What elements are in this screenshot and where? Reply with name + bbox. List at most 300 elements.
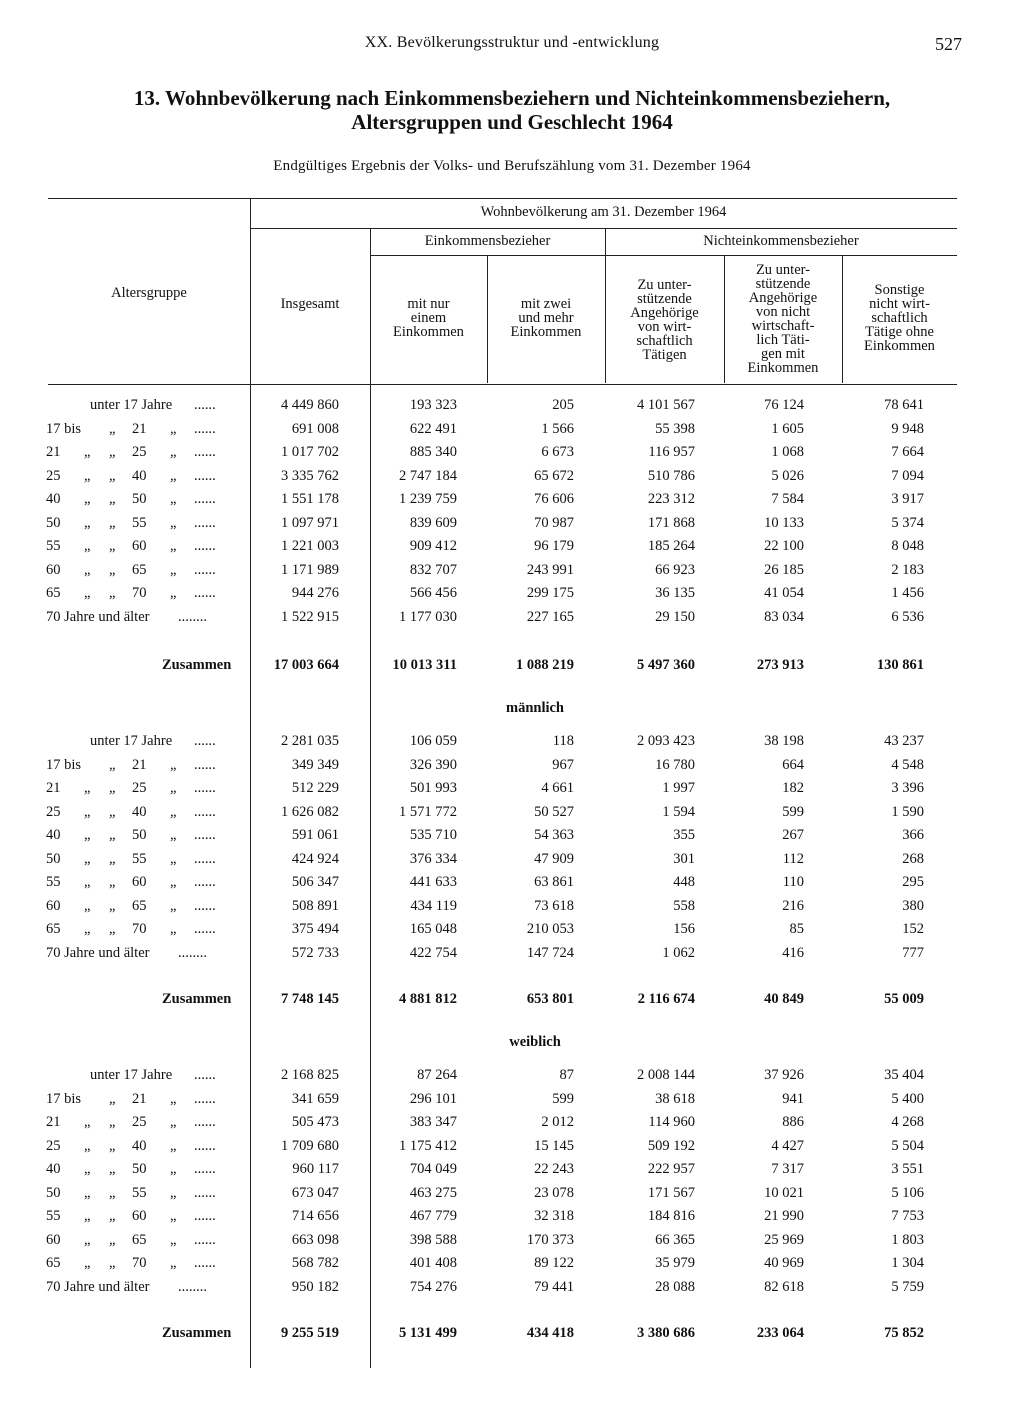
cell-col-6: 5 374 <box>891 515 924 531</box>
cell-col-4: 36 135 <box>655 585 695 601</box>
cell-col-5: 110 <box>782 874 804 890</box>
age-to: 40 <box>132 468 147 484</box>
cell-col-2: 422 754 <box>409 945 457 961</box>
table-row <box>44 945 928 968</box>
cell-col-2: 2 747 184 <box>399 468 457 484</box>
cell-col-2: 398 588 <box>409 1232 457 1248</box>
cell-col-2: 1 177 030 <box>399 609 457 625</box>
cell-col-2: 326 390 <box>409 757 457 773</box>
header-dep-nonworkers-l5: wirtschaft- <box>751 318 815 334</box>
cell-col-6: 75 852 <box>884 1325 924 1341</box>
cell-col-3: 32 318 <box>534 1208 574 1224</box>
cell-col-6: 1 456 <box>891 585 924 601</box>
cell-col-6: 5 106 <box>891 1185 924 1201</box>
age-from: 55 <box>46 1208 61 1224</box>
cell-col-4: 558 <box>673 898 695 914</box>
cell-col-5: 5 026 <box>771 468 804 484</box>
cell-col-1: 3 335 762 <box>281 468 339 484</box>
cell-col-5: 941 <box>782 1091 804 1107</box>
cell-col-1: 341 659 <box>291 1091 339 1107</box>
ditto-mark: „ <box>84 1255 91 1271</box>
leader-dots: ...... <box>194 538 216 554</box>
cell-col-4: 2 008 144 <box>637 1067 695 1083</box>
cell-col-2: 383 347 <box>409 1114 457 1130</box>
leader-dots: ........ <box>178 945 207 961</box>
cell-col-6: 268 <box>902 851 924 867</box>
header-insgesamt: Insgesamt <box>280 296 340 312</box>
table-row <box>44 1232 928 1255</box>
cell-col-4: 301 <box>673 851 695 867</box>
ditto-mark: „ <box>109 1114 116 1130</box>
leader-dots: ...... <box>194 1067 216 1083</box>
cell-col-5: 25 969 <box>764 1232 804 1248</box>
leader-dots: ...... <box>194 804 216 820</box>
ditto-mark: „ <box>170 444 177 460</box>
section-heading-maennlich: männlich <box>505 700 564 716</box>
cell-col-1: 375 494 <box>291 921 339 937</box>
cell-col-2: 4 881 812 <box>399 991 457 1007</box>
cell-col-4: 38 618 <box>655 1091 695 1107</box>
age-to: 25 <box>132 444 147 460</box>
cell-col-3: 89 122 <box>534 1255 574 1271</box>
cell-col-5: 416 <box>782 945 804 961</box>
age-text: 70 Jahre und älter <box>46 1279 150 1295</box>
header-two-income-l2: und mehr <box>518 310 574 326</box>
cell-col-2: 1 175 412 <box>399 1138 457 1154</box>
age-to: 40 <box>132 804 147 820</box>
header-dep-nonworkers-l2: stützende <box>755 276 811 292</box>
cell-col-5: 886 <box>782 1114 804 1130</box>
leader-dots: ...... <box>194 1185 216 1201</box>
cell-col-3: 54 363 <box>534 827 574 843</box>
cell-col-6: 295 <box>902 874 924 890</box>
ditto-mark: „ <box>109 874 116 890</box>
cell-col-3: 147 724 <box>526 945 574 961</box>
ditto-mark: „ <box>170 921 177 937</box>
leader-dots: ...... <box>194 827 216 843</box>
age-from: 21 <box>46 444 61 460</box>
cell-col-4: 448 <box>673 874 695 890</box>
age-to: 70 <box>132 1255 147 1271</box>
cell-col-3: 227 165 <box>526 609 574 625</box>
ditto-mark: „ <box>170 1185 177 1201</box>
age-from: 17 bis <box>46 1091 82 1107</box>
cell-col-2: 704 049 <box>409 1161 457 1177</box>
cell-col-4: 1 062 <box>662 945 695 961</box>
cell-col-1: 4 449 860 <box>281 397 339 413</box>
cell-col-3: 243 991 <box>526 562 574 578</box>
ditto-mark: „ <box>109 491 116 507</box>
age-to: 21 <box>132 1091 147 1107</box>
header-wohnbevoelkerung: Wohnbevölkerung am 31. Dezember 1964 <box>480 204 727 220</box>
age-from: 55 <box>46 538 61 554</box>
ditto-mark: „ <box>170 421 177 437</box>
ditto-mark: „ <box>170 1208 177 1224</box>
cell-col-2: 1 571 772 <box>399 804 457 820</box>
table-row <box>44 515 928 538</box>
table-row <box>44 1138 928 1161</box>
table-row <box>44 585 928 608</box>
cell-col-2: 909 412 <box>409 538 457 554</box>
cell-col-6: 5 504 <box>891 1138 924 1154</box>
ditto-mark: „ <box>109 827 116 843</box>
age-text: 70 Jahre und älter <box>46 945 150 961</box>
ditto-mark: „ <box>84 804 91 820</box>
cell-col-6: 5 759 <box>891 1279 924 1295</box>
age-from: 60 <box>46 1232 61 1248</box>
table-row <box>44 851 928 874</box>
section-heading-weiblich: weiblich <box>509 1034 561 1050</box>
cell-col-1: 673 047 <box>291 1185 339 1201</box>
cell-col-3: 299 175 <box>526 585 574 601</box>
age-from: 60 <box>46 562 61 578</box>
ditto-mark: „ <box>170 585 177 601</box>
leader-dots: ...... <box>194 468 216 484</box>
cell-col-3: 1 566 <box>541 421 574 437</box>
cell-col-3: 210 053 <box>526 921 574 937</box>
cell-col-5: 40 849 <box>764 991 804 1007</box>
ditto-mark: „ <box>84 1114 91 1130</box>
cell-col-2: 434 119 <box>410 898 457 914</box>
cell-col-6: 43 237 <box>884 733 924 749</box>
cell-col-1: 505 473 <box>291 1114 339 1130</box>
cell-col-6: 777 <box>902 945 924 961</box>
leader-dots: ...... <box>194 921 216 937</box>
cell-col-5: 37 926 <box>764 1067 804 1083</box>
ditto-mark: „ <box>170 538 177 554</box>
table-row <box>44 921 928 944</box>
cell-col-1: 568 782 <box>291 1255 339 1271</box>
header-dep-nonworkers-l6: lich Täti- <box>756 332 810 348</box>
leader-dots: ...... <box>194 851 216 867</box>
cell-col-3: 6 673 <box>541 444 574 460</box>
cell-col-5: 26 185 <box>764 562 804 578</box>
header-dep-workers-l4: von wirt- <box>637 319 692 335</box>
ditto-mark: „ <box>170 562 177 578</box>
table-row <box>44 898 928 921</box>
cell-col-6: 4 268 <box>891 1114 924 1130</box>
age-from: 21 <box>46 780 61 796</box>
table-row <box>44 1279 928 1302</box>
cell-col-5: 76 124 <box>764 397 804 413</box>
cell-col-6: 7 753 <box>891 1208 924 1224</box>
leader-dots: ...... <box>194 491 216 507</box>
age-from: 65 <box>46 585 61 601</box>
table-row <box>44 562 928 585</box>
spanner-rule-2 <box>370 255 957 256</box>
cell-col-5: 7 317 <box>771 1161 804 1177</box>
cell-col-2: 501 993 <box>409 780 457 796</box>
cell-col-6: 5 400 <box>891 1091 924 1107</box>
cell-col-6: 1 590 <box>891 804 924 820</box>
age-from: 17 bis <box>46 757 82 773</box>
cell-col-5: 83 034 <box>764 609 804 625</box>
cell-col-1: 9 255 519 <box>281 1325 339 1341</box>
ditto-mark: „ <box>84 851 91 867</box>
ditto-mark: „ <box>109 780 116 796</box>
age-from: 25 <box>46 468 61 484</box>
cell-col-4: 223 312 <box>647 491 695 507</box>
cell-col-4: 2 116 674 <box>637 991 695 1007</box>
leader-dots: ........ <box>178 609 207 625</box>
age-to: 40 <box>132 1138 147 1154</box>
cell-col-1: 663 098 <box>291 1232 339 1248</box>
table-row <box>44 804 928 827</box>
age-to: 70 <box>132 921 147 937</box>
ditto-mark: „ <box>109 851 116 867</box>
cell-col-6: 3 917 <box>891 491 924 507</box>
ditto-mark: „ <box>109 1232 116 1248</box>
table-row <box>44 397 928 420</box>
cell-col-2: 376 334 <box>409 851 457 867</box>
ditto-mark: „ <box>109 1138 116 1154</box>
ditto-mark: „ <box>84 538 91 554</box>
ditto-mark: „ <box>109 804 116 820</box>
age-from: 55 <box>46 874 61 890</box>
age-text: 70 Jahre und älter <box>46 609 150 625</box>
cell-col-1: 572 733 <box>291 945 339 961</box>
cell-col-1: 1 551 178 <box>281 491 339 507</box>
header-dep-workers-l2: stützende <box>637 291 692 307</box>
cell-col-6: 1 304 <box>891 1255 924 1271</box>
ditto-mark: „ <box>109 585 116 601</box>
cell-col-3: 170 373 <box>526 1232 574 1248</box>
cell-col-6: 78 641 <box>884 397 924 413</box>
age-from: 65 <box>46 1255 61 1271</box>
cell-col-6: 2 183 <box>891 562 924 578</box>
age-to: 25 <box>132 1114 147 1130</box>
cell-col-1: 512 229 <box>291 780 339 796</box>
cell-col-1: 1 017 702 <box>281 444 339 460</box>
cell-col-4: 1 594 <box>662 804 695 820</box>
cell-col-4: 16 780 <box>655 757 695 773</box>
age-to: 50 <box>132 827 147 843</box>
cell-col-2: 754 276 <box>409 1279 457 1295</box>
header-dep-workers-l3: Angehörige <box>630 305 699 321</box>
cell-col-6: 6 536 <box>891 609 924 625</box>
cell-col-5: 664 <box>782 757 804 773</box>
age-to: 25 <box>132 780 147 796</box>
cell-col-4: 510 786 <box>647 468 695 484</box>
header-nichteinkommensbezieher: Nichteinkommensbezieher <box>703 233 859 249</box>
cell-col-6: 380 <box>902 898 924 914</box>
cell-col-1: 950 182 <box>291 1279 339 1295</box>
age-from: 50 <box>46 851 61 867</box>
age-to: 50 <box>132 1161 147 1177</box>
cell-col-6: 4 548 <box>891 757 924 773</box>
cell-col-3: 205 <box>552 397 574 413</box>
table-row <box>44 757 928 780</box>
ditto-mark: „ <box>170 1091 177 1107</box>
table-row <box>44 827 928 850</box>
age-to: 21 <box>132 421 147 437</box>
cell-col-6: 152 <box>902 921 924 937</box>
ditto-mark: „ <box>170 1232 177 1248</box>
cell-col-1: 1 709 680 <box>281 1138 339 1154</box>
table-row <box>44 1208 928 1231</box>
cell-col-2: 1 239 759 <box>399 491 457 507</box>
ditto-mark: „ <box>84 921 91 937</box>
cell-col-1: 1 626 082 <box>281 804 339 820</box>
table-top-rule <box>48 198 957 199</box>
age-text: unter 17 Jahre <box>90 1067 173 1083</box>
leader-dots: ...... <box>194 1091 216 1107</box>
ditto-mark: „ <box>170 1161 177 1177</box>
leader-dots: ...... <box>194 562 216 578</box>
cell-col-4: 3 380 686 <box>637 1325 695 1341</box>
cell-col-5: 21 990 <box>764 1208 804 1224</box>
table-row <box>44 1114 928 1137</box>
cell-col-5: 22 100 <box>764 538 804 554</box>
ditto-mark: „ <box>84 1185 91 1201</box>
age-to: 60 <box>132 874 147 890</box>
header-einkommensbezieher: Einkommensbezieher <box>424 233 551 249</box>
age-to: 60 <box>132 538 147 554</box>
age-from: 21 <box>46 1114 61 1130</box>
age-to: 21 <box>132 757 147 773</box>
cell-col-5: 599 <box>782 804 804 820</box>
leader-dots: ...... <box>194 585 216 601</box>
cell-col-4: 156 <box>673 921 695 937</box>
cell-col-6: 35 404 <box>884 1067 924 1083</box>
cell-col-2: 296 101 <box>409 1091 457 1107</box>
cell-col-4: 185 264 <box>647 538 695 554</box>
cell-col-2: 467 779 <box>409 1208 457 1224</box>
leader-dots: ...... <box>194 421 216 437</box>
leader-dots: ...... <box>194 757 216 773</box>
header-two-income-l1: mit zwei <box>520 296 572 312</box>
cell-col-3: 73 618 <box>534 898 574 914</box>
ditto-mark: „ <box>84 874 91 890</box>
age-from: 40 <box>46 491 61 507</box>
ditto-mark: „ <box>109 515 116 531</box>
page-number: 527 <box>935 34 962 54</box>
cell-col-6: 366 <box>902 827 924 843</box>
cell-col-5: 82 618 <box>764 1279 804 1295</box>
table-title-line-1: 13. Wohnbevölkerung nach Einkommensbeziehern und Nichteinkommensbeziehern, <box>133 86 891 110</box>
header-one-income <box>370 297 487 339</box>
header-dep-workers-l5: schaftlich <box>636 333 693 349</box>
table-row <box>44 491 928 514</box>
leader-dots: ...... <box>194 1232 216 1248</box>
cell-col-6: 130 861 <box>876 657 924 673</box>
cell-col-4: 114 960 <box>648 1114 695 1130</box>
cell-col-3: 76 606 <box>534 491 574 507</box>
cell-col-1: 944 276 <box>291 585 339 601</box>
leader-dots: ...... <box>194 780 216 796</box>
running-head: XX. Bevölkerungsstruktur und -entwicklung <box>364 34 660 51</box>
cell-col-1: 691 008 <box>291 421 339 437</box>
age-to: 55 <box>132 515 147 531</box>
table-row <box>44 1185 928 1208</box>
cell-col-4: 171 868 <box>647 515 695 531</box>
cell-col-3: 653 801 <box>526 991 574 1007</box>
header-dep-workers-l6: Tätigen <box>642 347 687 363</box>
cell-col-5: 1 605 <box>771 421 804 437</box>
age-to: 65 <box>132 562 147 578</box>
cell-col-4: 29 150 <box>655 609 695 625</box>
cell-col-5: 7 584 <box>771 491 804 507</box>
header-dep-nonworkers-l7: gen mit <box>761 346 805 362</box>
cell-col-4: 66 365 <box>655 1232 695 1248</box>
spanner-rule-1 <box>250 228 957 229</box>
total-text: Zusammen <box>162 1325 232 1341</box>
age-from: 50 <box>46 1185 61 1201</box>
cell-col-4: 222 957 <box>647 1161 695 1177</box>
age-from: 65 <box>46 921 61 937</box>
cell-col-5: 182 <box>782 780 804 796</box>
cell-col-5: 233 064 <box>756 1325 804 1341</box>
cell-col-6: 3 396 <box>891 780 924 796</box>
age-from: 25 <box>46 1138 61 1154</box>
ditto-mark: „ <box>170 515 177 531</box>
cell-col-4: 509 192 <box>647 1138 695 1154</box>
cell-col-1: 1 097 971 <box>281 515 339 531</box>
cell-col-6: 1 803 <box>891 1232 924 1248</box>
cell-col-3: 65 672 <box>534 468 574 484</box>
ditto-mark: „ <box>170 757 177 773</box>
cell-col-1: 591 061 <box>291 827 339 843</box>
header-dep-nonworkers-l1: Zu unter- <box>755 262 811 278</box>
total-row <box>44 991 928 1014</box>
cell-col-1: 1 171 989 <box>281 562 339 578</box>
cell-col-3: 22 243 <box>534 1161 574 1177</box>
ditto-mark: „ <box>170 468 177 484</box>
ditto-mark: „ <box>109 1091 116 1107</box>
header-two-income-l3: Einkommen <box>510 324 582 340</box>
table-row <box>44 1255 928 1278</box>
age-to: 55 <box>132 1185 147 1201</box>
cell-col-5: 1 068 <box>771 444 804 460</box>
cell-col-1: 508 891 <box>291 898 339 914</box>
leader-dots: ...... <box>194 874 216 890</box>
leader-dots: ...... <box>194 397 216 413</box>
ditto-mark: „ <box>170 898 177 914</box>
table-row <box>44 468 928 491</box>
ditto-mark: „ <box>170 1138 177 1154</box>
ditto-mark: „ <box>170 1255 177 1271</box>
cell-col-4: 28 088 <box>655 1279 695 1295</box>
age-to: 60 <box>132 1208 147 1224</box>
cell-col-1: 714 656 <box>291 1208 339 1224</box>
header-one-income-l2: einem <box>410 310 447 326</box>
cell-col-4: 116 957 <box>648 444 695 460</box>
leader-dots: ...... <box>194 515 216 531</box>
cell-col-6: 55 009 <box>884 991 924 1007</box>
cell-col-1: 17 003 664 <box>273 657 339 673</box>
cell-col-1: 424 924 <box>291 851 339 867</box>
cell-col-3: 15 145 <box>534 1138 574 1154</box>
cell-col-3: 96 179 <box>534 538 574 554</box>
ditto-mark: „ <box>84 562 91 578</box>
cell-col-4: 184 816 <box>647 1208 695 1224</box>
cell-col-5: 112 <box>782 851 804 867</box>
cell-col-6: 8 048 <box>891 538 924 554</box>
ditto-mark: „ <box>109 468 116 484</box>
cell-col-2: 87 264 <box>417 1067 457 1083</box>
table-row <box>44 421 928 444</box>
cell-col-2: 441 633 <box>409 874 457 890</box>
cell-col-2: 106 059 <box>409 733 457 749</box>
table-row <box>44 1091 928 1114</box>
cell-col-3: 70 987 <box>534 515 574 531</box>
leader-dots: ...... <box>194 1114 216 1130</box>
ditto-mark: „ <box>84 585 91 601</box>
ditto-mark: „ <box>84 1232 91 1248</box>
cell-col-5: 41 054 <box>764 585 804 601</box>
cell-col-3: 50 527 <box>534 804 574 820</box>
header-dependents-workers <box>605 278 724 362</box>
